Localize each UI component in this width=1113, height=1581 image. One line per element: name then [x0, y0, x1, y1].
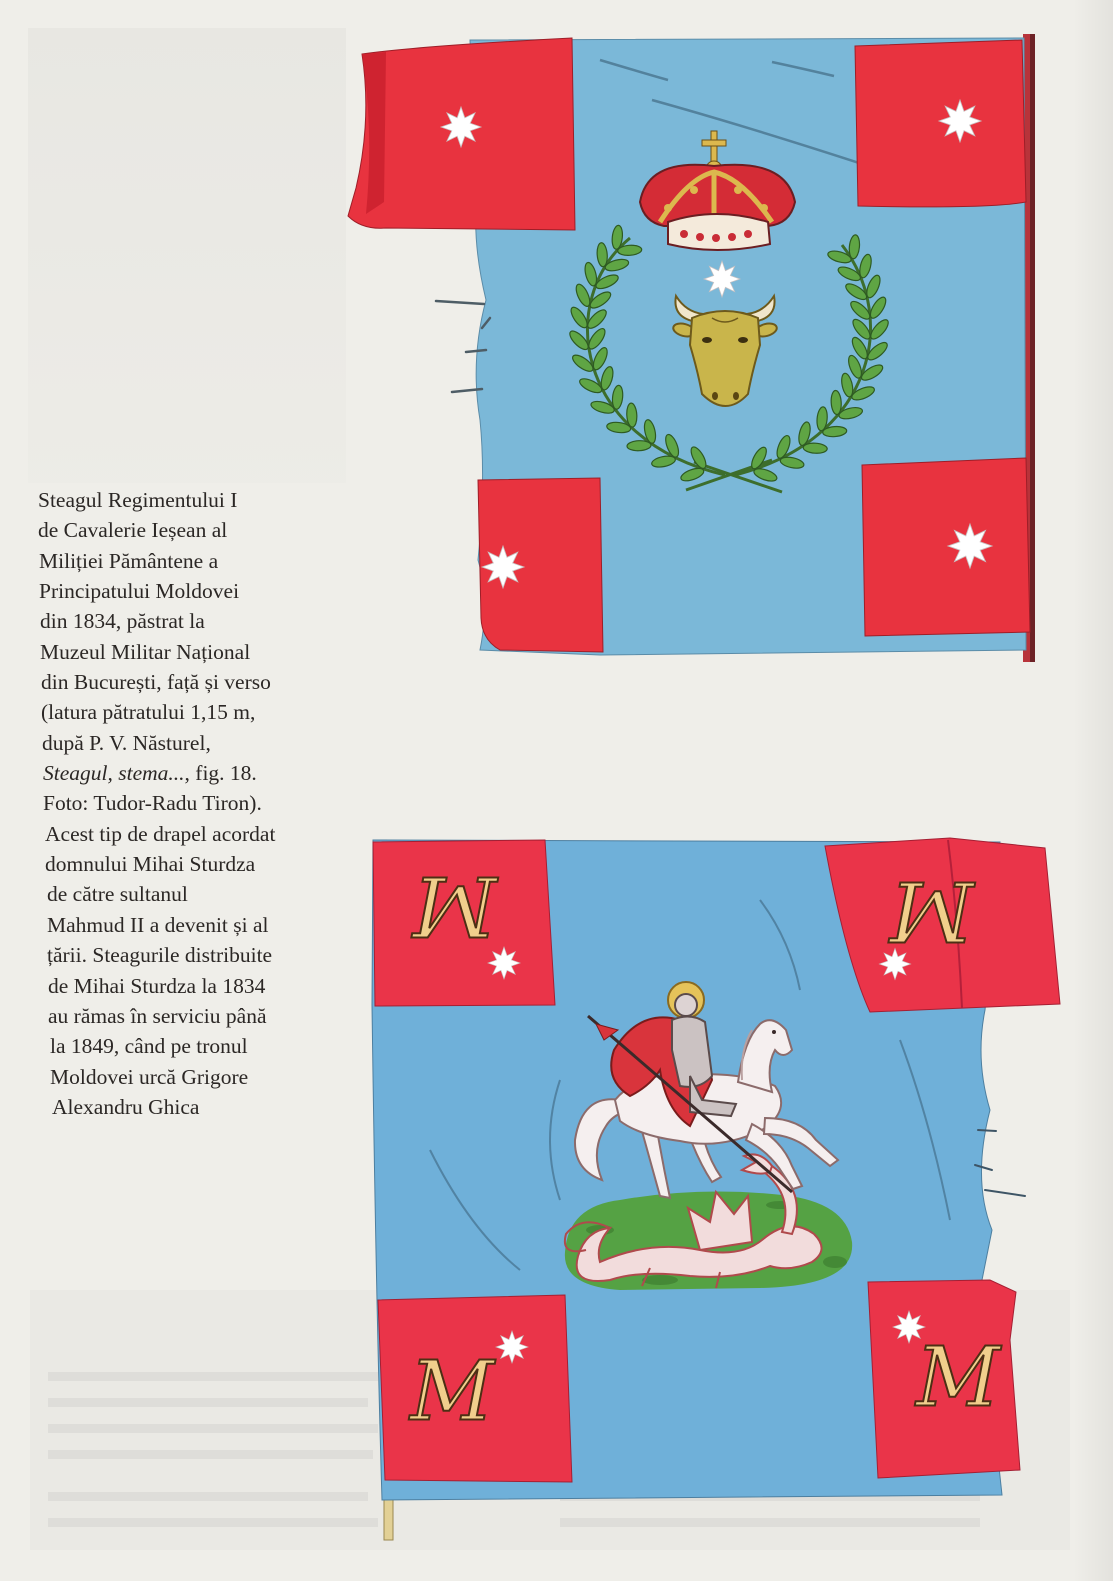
star-icon	[948, 524, 992, 568]
star-icon	[441, 107, 481, 147]
star-icon	[482, 546, 524, 588]
monogram-bottom-left: M	[410, 1344, 494, 1440]
caption-line: la 1849, când pe tronul	[50, 1034, 248, 1059]
monogram-bottom-right: M	[916, 1330, 1000, 1426]
figure-caption	[38, 485, 338, 1122]
flag-front	[348, 34, 1035, 662]
caption-line: țării. Steagurile distribuite	[47, 943, 273, 968]
star-icon	[496, 1331, 528, 1363]
caption-line: din București, față și verso	[41, 670, 271, 695]
caption-line: Alexandru Ghica	[52, 1094, 200, 1119]
caption-line: după P. V. Năsturel,	[42, 730, 211, 755]
caption-line: Miliției Pământene a	[39, 548, 219, 573]
star-icon	[488, 947, 520, 979]
caption-line: au rămas în serviciu până	[48, 1003, 267, 1028]
caption-line: Muzeul Militar Național	[40, 639, 251, 664]
caption-line: Mahmud II a devenit și al	[47, 912, 269, 937]
caption-line: de Mihai Sturdza la 1834	[48, 973, 266, 998]
monogram-top-left: M	[413, 857, 497, 953]
canton-bottom-right	[862, 458, 1030, 636]
caption-line	[38, 758, 338, 788]
caption-line: Steagul Regimentului I	[38, 488, 238, 512]
caption-line: Foto: Tudor-Radu Tiron).	[43, 791, 262, 816]
canton-top-right	[855, 40, 1026, 207]
caption-line: (latura pătratului 1,15 m,	[41, 700, 256, 725]
star-icon	[939, 100, 981, 142]
flag-verso	[372, 838, 1060, 1540]
caption-line: Acest tip de drapel acordat	[45, 821, 276, 846]
caption-line: de Cavalerie Ieșean al	[38, 518, 228, 543]
reference-figure: , fig. 18.	[184, 761, 257, 786]
caption-line: de către sultanul	[47, 882, 188, 907]
monogram-top-right: M	[890, 862, 974, 958]
caption-line: Principatului Moldovei	[39, 579, 240, 604]
caption-line: domnului Mihai Sturdza	[45, 852, 256, 877]
star-icon	[879, 948, 910, 979]
star-icon	[704, 261, 740, 297]
flagpole-edge	[1030, 34, 1035, 662]
reference-title: Steagul, stema...	[43, 761, 185, 786]
caption-line: din 1834, păstrat la	[40, 609, 205, 634]
caption-line: Moldovei urcă Grigore	[50, 1064, 249, 1089]
star-icon	[893, 1311, 925, 1343]
